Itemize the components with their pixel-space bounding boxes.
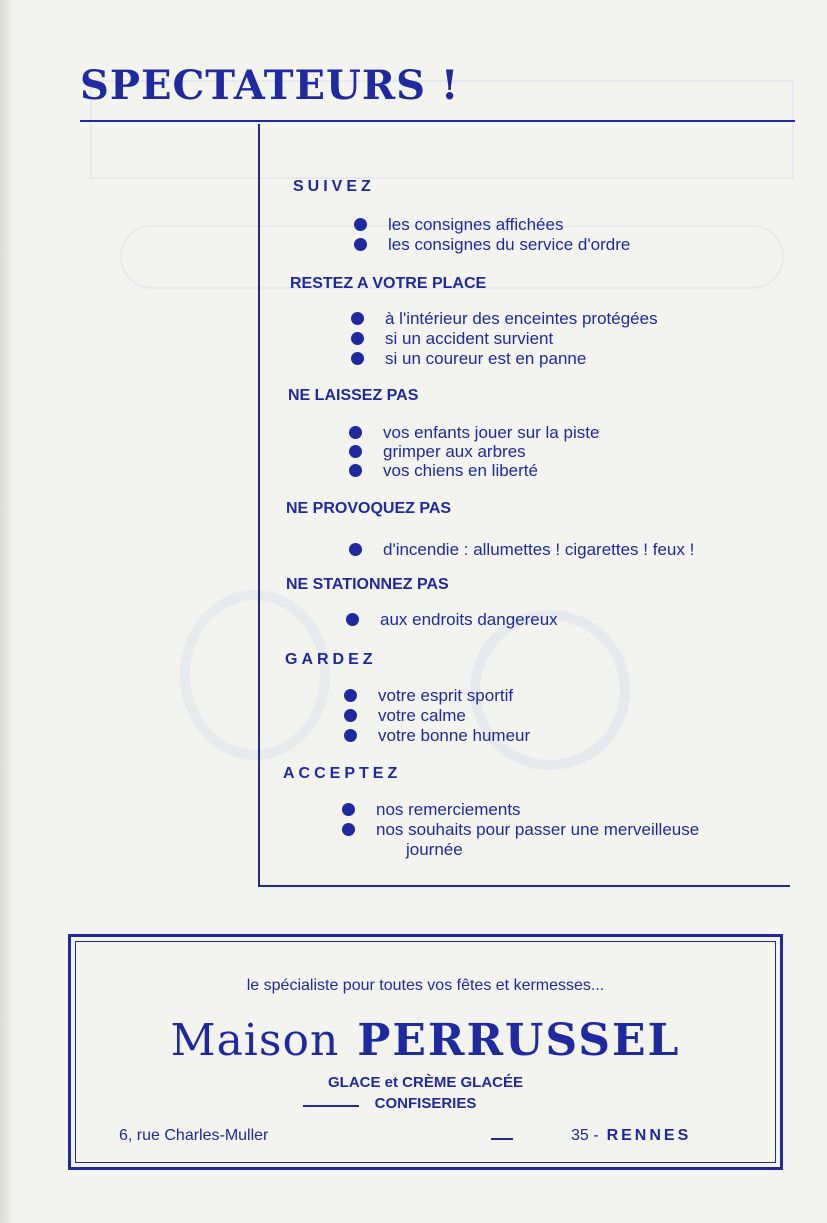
bullet-icon [349, 426, 362, 439]
bottom-rule [258, 885, 790, 887]
ad-product-2: CONFISERIES [374, 1095, 477, 1112]
ad-dept: 35 - [571, 1127, 599, 1144]
bullet-icon [349, 445, 362, 458]
list-item: votre calme [378, 706, 466, 725]
bullet-icon [354, 238, 367, 251]
ad-product-1: GLACE et CRÈME GLACÉE [327, 1074, 523, 1091]
section-acceptez [283, 765, 401, 783]
list-item: vos enfants jouer sur la piste [383, 423, 599, 442]
ad-company-name [71, 1015, 780, 1066]
list-item: grimper aux arbres [383, 442, 526, 461]
vertical-rule [258, 124, 260, 886]
ad-address: 6, rue Charles-Muller [119, 1127, 269, 1144]
bullet-icon [342, 823, 355, 836]
section-heading: ACCEPTEZ [283, 765, 402, 782]
ad-dash [491, 1138, 513, 1140]
section-heading: RESTEZ A VOTRE PLACE [290, 275, 487, 292]
bullet-icon [354, 218, 367, 231]
ad-city-name: RENNES [606, 1127, 692, 1144]
bullet-icon [351, 352, 364, 365]
bullet-icon [351, 312, 364, 325]
section-restez [290, 275, 486, 293]
bullet-icon [351, 332, 364, 345]
list-item: si un accident survient [385, 329, 553, 348]
section-gardez [285, 651, 377, 669]
bullet-icon [349, 464, 362, 477]
section-suivez [293, 178, 375, 196]
ad-tagline: le spécialiste pour toutes vos fêtes et kermesses... [246, 977, 605, 994]
section-heading: GARDEZ [285, 651, 377, 668]
section-heading: NE LAISSEZ PAS [288, 387, 419, 404]
section-heading: NE STATIONNEZ PAS [286, 576, 449, 593]
advertisement-box [68, 934, 783, 1170]
list-item: si un coureur est en panne [385, 349, 586, 368]
list-item: les consignes du service d'ordre [388, 235, 630, 254]
section-ne-stationnez-pas [286, 576, 449, 594]
list-item: vos chiens en liberté [383, 461, 538, 480]
bullet-icon [346, 613, 359, 626]
bullet-icon [349, 543, 362, 556]
section-ne-laissez-pas [288, 387, 418, 405]
list-item: nos remerciements [376, 800, 521, 819]
list-item: aux endroits dangereux [380, 610, 558, 629]
list-item: à l'intérieur des enceintes protégées [385, 309, 658, 328]
bullet-icon [344, 709, 357, 722]
list-item: nos souhaits pour passer une merveilleuse [376, 820, 699, 839]
title-rule [80, 120, 795, 122]
bullet-icon [344, 729, 357, 742]
bullet-icon [342, 803, 355, 816]
list-item: d'incendie : allumettes ! cigarettes ! feux ! [383, 540, 694, 559]
section-ne-provoquez-pas [286, 500, 451, 518]
page-edge [0, 0, 14, 1223]
list-item: les consignes affichées [388, 215, 563, 234]
list-item: votre bonne humeur [378, 726, 530, 745]
ad-maison: Maison [170, 1015, 340, 1066]
list-item: votre esprit sportif [378, 686, 513, 705]
bullet-icon [344, 689, 357, 702]
ad-brand: PERRUSSEL [357, 1015, 681, 1066]
section-heading: SUIVEZ [293, 178, 375, 195]
page-title: SPECTATEURS ! [80, 62, 460, 109]
list-item-continuation: journée [406, 840, 463, 859]
ad-city [571, 1127, 691, 1145]
section-heading: NE PROVOQUEZ PAS [286, 500, 452, 517]
